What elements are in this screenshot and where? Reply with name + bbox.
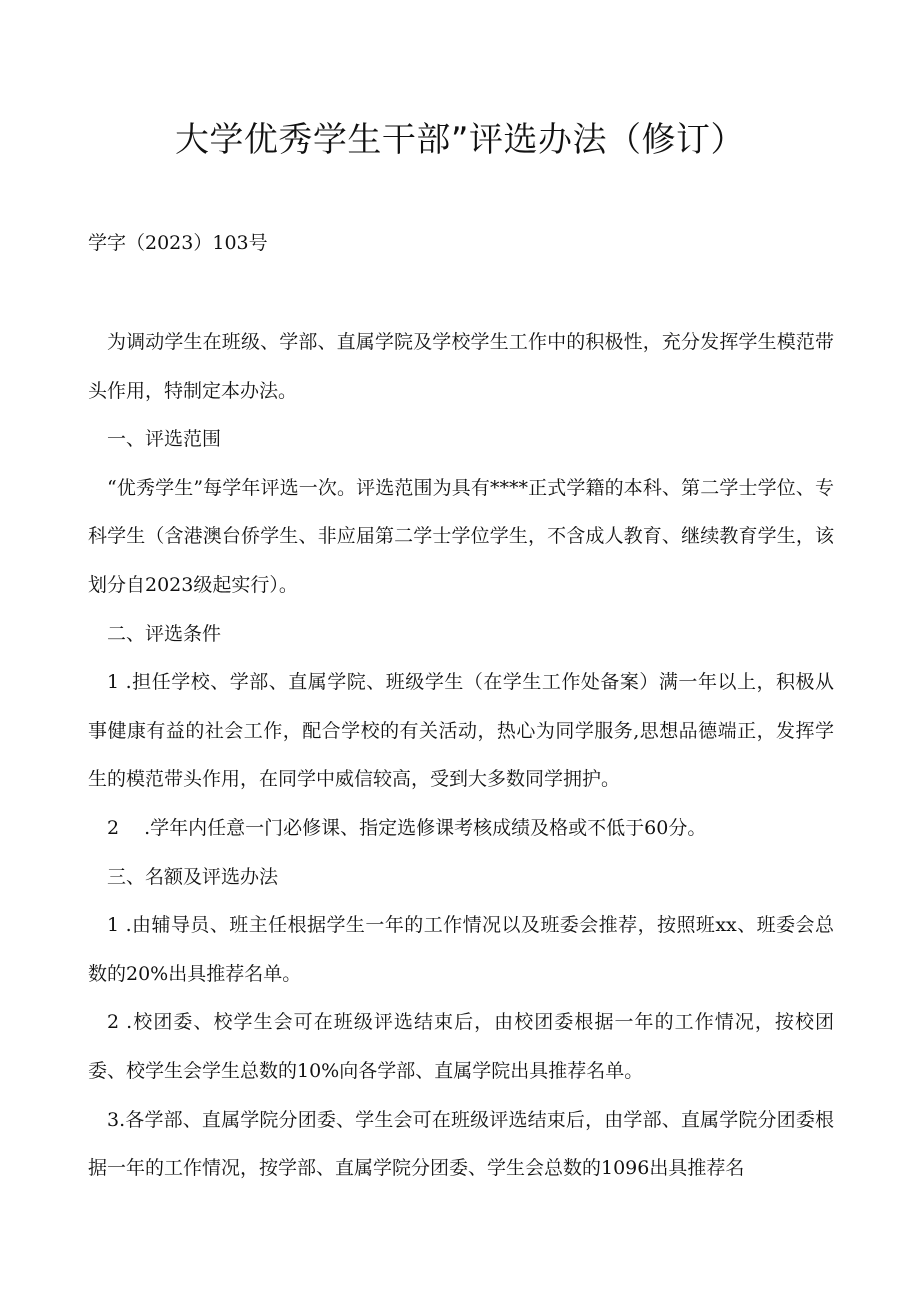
paragraph-intro: 为调动学生在班级、学部、直属学院及学校学生工作中的积极性，充分发挥学生模范带头作用，特制定本办法。 (88, 331, 834, 402)
document-body (88, 318, 834, 1193)
section-heading-conditions: 二、评选条件 (107, 622, 222, 645)
paragraph-quota-1: 1 .由辅导员、班主任根据学生一年的工作情况以及班委会推荐，按照班xx、班委会总数的20%出具推荐名单。 (88, 914, 834, 985)
paragraph-quota-2: 2 .校团委、校学生会可在班级评选结束后，由校团委根据一年的工作情况，按校团委、校学生会学生总数的10%向各学部、直属学院出具推荐名单。 (88, 1011, 834, 1082)
paragraph-condition-1: 1 .担任学校、学部、直属学院、班级学生（在学生工作处备案）满一年以上，积极从事健康有益的社会工作，配合学校的有关活动，热心为同学服务,思想品德端正，发挥学生的模范带头作用，在同学中威信较高，受到大多数同学拥护。 (88, 671, 834, 791)
section-heading-scope: 一、评选范围 (107, 428, 222, 451)
paragraph-quota-3: 3.各学部、直属学院分团委、学生会可在班级评选结束后，由学部、直属学院分团委根据一年的工作情况，按学部、直属学院分团委、学生会总数的1096出具推荐名 (88, 1108, 834, 1180)
document-number: 学字（2023）103号 (88, 232, 268, 254)
paragraph-scope: “优秀学生”每学年评选一次。评选范围为具有****正式学籍的本科、第二学士学位、专科学生（含港澳台侨学生、非应届第二学士学位学生，不含成人教育、继续教育学生，该划分自2023级起实行）。 (88, 476, 834, 596)
section-heading-quota: 三、名额及评选办法 (107, 865, 279, 888)
document-title: 大学优秀学生干部”评选办法（修订） (174, 120, 746, 160)
paragraph-condition-2: 2 .学年内任意一门必修课、指定选修课考核成绩及格或不低于60分。 (107, 816, 707, 839)
